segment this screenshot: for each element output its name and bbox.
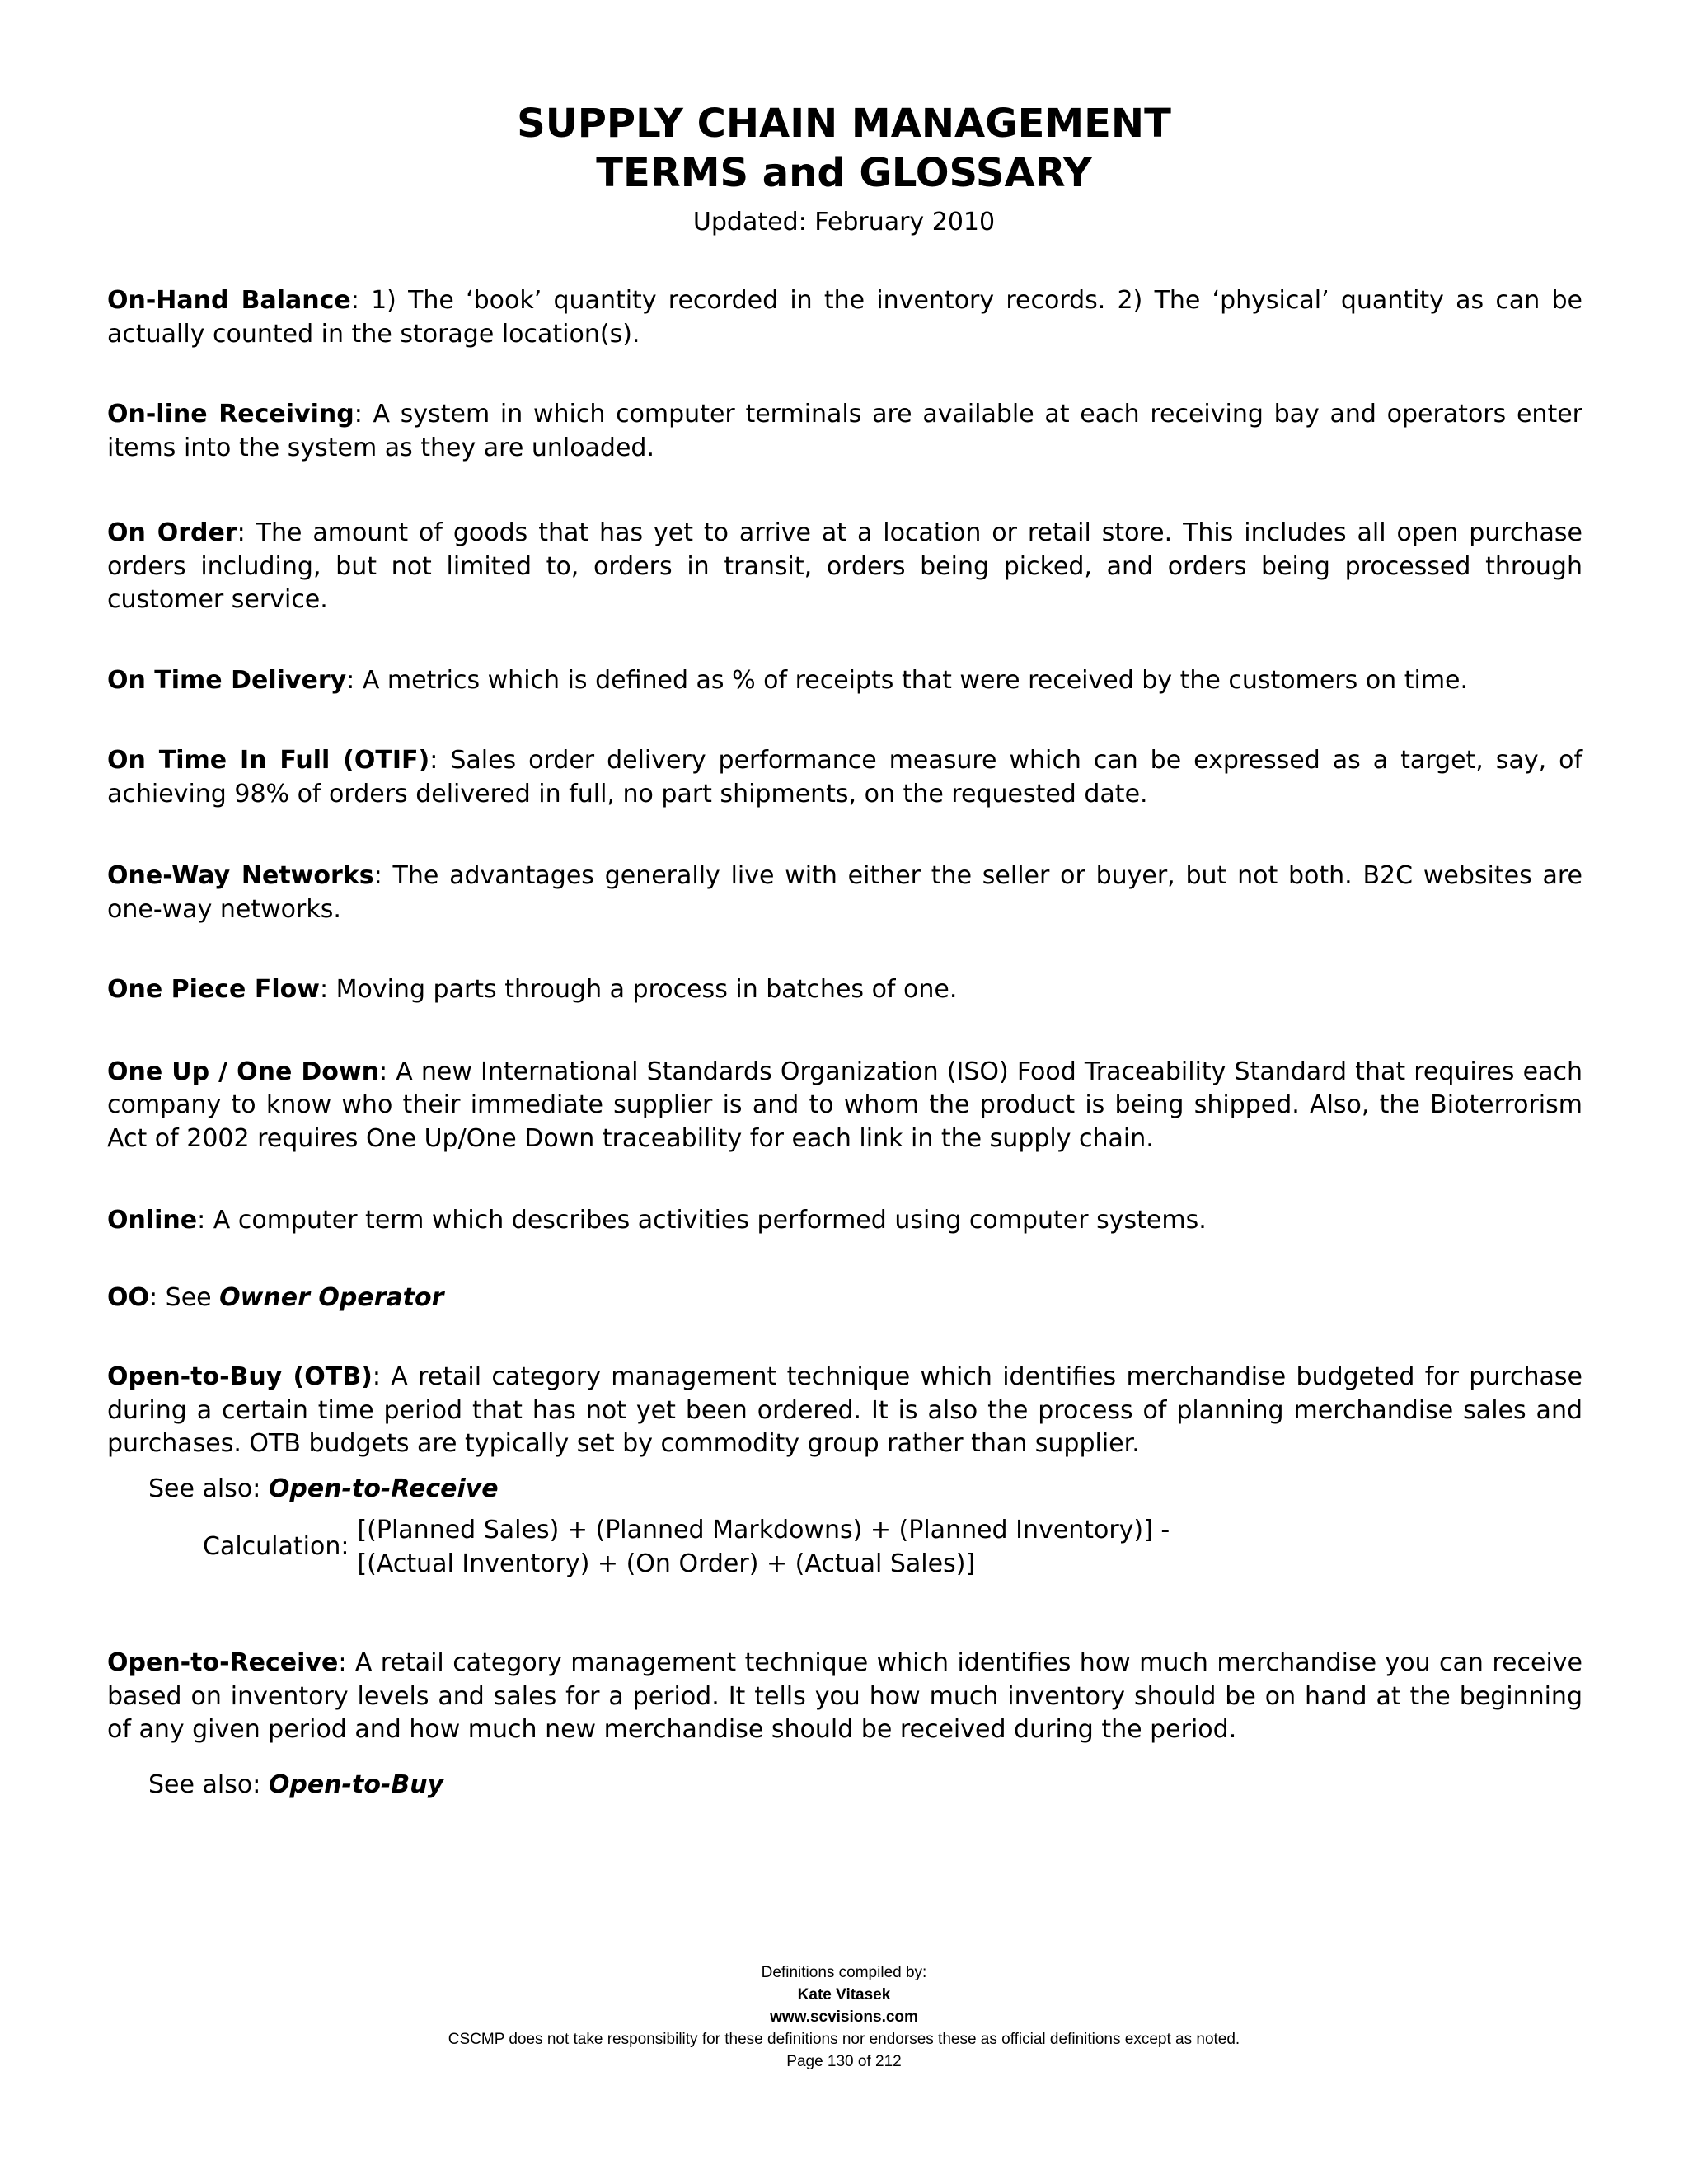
glossary-entry [107, 1647, 1582, 1747]
entry-definition: : 1) The ‘book’ quantity recorded in the inventory records. 2) The ‘physical’ quantity as can be actually counted in the storage location(s). [107, 286, 1582, 349]
entry-term: On-Hand Balance [107, 286, 351, 315]
glossary-entry [107, 284, 1582, 351]
glossary-entry [107, 664, 1582, 698]
page-footer [0, 1961, 1688, 2073]
entry-definition: : A system in which computer terminals are available at each receiving bay and operators enter items into the system as they are unloaded. [107, 400, 1582, 462]
entry-term: Online [107, 1206, 198, 1235]
entry-definition: : Moving parts through a process in batches of one. [319, 975, 958, 1004]
page-number: Page 130 of 212 [786, 2053, 902, 2070]
entry-definition: : The amount of goods that has yet to arrive at a location or retail store. This includes all open purchase orders including, but not limited to, orders in transit, orders being picked, and orders being processed through customer service. [107, 518, 1583, 614]
glossary-entry [107, 398, 1582, 465]
glossary-entry [107, 1204, 1582, 1238]
entry-definition: : A metrics which is defined as % of receipts that were received by the customers on time. [346, 665, 1469, 695]
footer-disclaimer: CSCMP does not take responsibility for these definitions nor endorses these as official definitions except as noted. [448, 2031, 1240, 2048]
entry-definition: : The advantages generally live with either the seller or buyer, but not both. B2C websites are one-way networks. [107, 861, 1582, 924]
glossary-entry [107, 1282, 1582, 1315]
glossary-entry [107, 1361, 1582, 1461]
footer-author: Kate Vitasek [797, 1986, 891, 2004]
entry-term: On Time In Full (OTIF) [107, 746, 430, 775]
entry-term: One Piece Flow [107, 975, 320, 1004]
updated-date: Updated: February 2010 [692, 208, 996, 237]
entry-definition: : A retail category management technique which identifies merchandise budgeted for purchase during a certain time period that has not yet been ordered. It is also the process of planning merchandise sales and purchases. OTB budgets are typically set by commodity group rather than supplier. [107, 1362, 1583, 1458]
entry-term: On Order [107, 518, 237, 547]
see-also-label: See also: [148, 1474, 269, 1503]
entry-definition: : A retail category management technique which identifies how much merchandise you can receive based on inventory levels and sales for a period. It tells you how much inventory should be on hand at the beginning of any given period and how much new merchandise should be received during the period. [107, 1648, 1582, 1744]
formula-line-2: [(Actual Inventory) + (On Order) + (Actual Sales)] [357, 1549, 976, 1578]
cross-reference: Open-to-Buy [268, 1769, 444, 1799]
entry-term: OO [107, 1282, 150, 1312]
glossary-entries [107, 284, 1582, 1802]
footer-website: www.scvisions.com [770, 2008, 918, 2026]
entry-definition: : A new International Standards Organization (ISO) Food Traceability Standard that requires each company to know who their immediate supplier is and to whom the product is being shipped. Also, the Bioterrorism Act of 2002 requires One Up/One Down traceability for each link in the supply chain. [107, 1057, 1582, 1153]
entry-term: On Time Delivery [107, 665, 347, 695]
title-line-1: SUPPLY CHAIN MANAGEMENT [517, 101, 1171, 147]
entry-term: Open-to-Receive [107, 1648, 339, 1677]
glossary-entry [107, 1056, 1582, 1156]
glossary-entry [107, 860, 1582, 926]
cross-reference: Open-to-Receive [268, 1474, 499, 1503]
entry-definition: : A computer term which describes activities performed using computer systems. [197, 1206, 1207, 1235]
entry-definition: : See [149, 1282, 220, 1312]
glossary-entry [107, 744, 1582, 811]
glossary-entry [107, 973, 1582, 1007]
entry-term: One-Way Networks [107, 861, 374, 890]
title-line-2: TERMS and GLOSSARY [596, 150, 1092, 196]
footer-compiled-by: Definitions compiled by: [761, 1964, 927, 1981]
calculation [203, 1514, 1582, 1581]
entry-term: One Up / One Down [107, 1057, 379, 1086]
glossary-entry [107, 517, 1582, 617]
formula-line-1: [(Planned Sales) + (Planned Markdowns) + (Planned Inventory)] - [357, 1516, 1170, 1544]
entry-term: On-line Receiving [107, 400, 354, 429]
see-also [148, 1473, 1582, 1507]
cross-reference: Owner Operator [219, 1282, 444, 1312]
see-also [148, 1769, 1582, 1802]
calculation-label: Calculation: [203, 1532, 349, 1562]
calculation-formula [357, 1514, 1170, 1581]
see-also-label: See also: [148, 1769, 269, 1799]
page-header [0, 99, 1688, 239]
entry-term: Open-to-Buy (OTB) [107, 1362, 373, 1391]
entry-definition: : Sales order delivery performance measure which can be expressed as a target, say, of achieving 98% of orders delivered in full, no part shipments, on the requested date. [107, 746, 1583, 808]
